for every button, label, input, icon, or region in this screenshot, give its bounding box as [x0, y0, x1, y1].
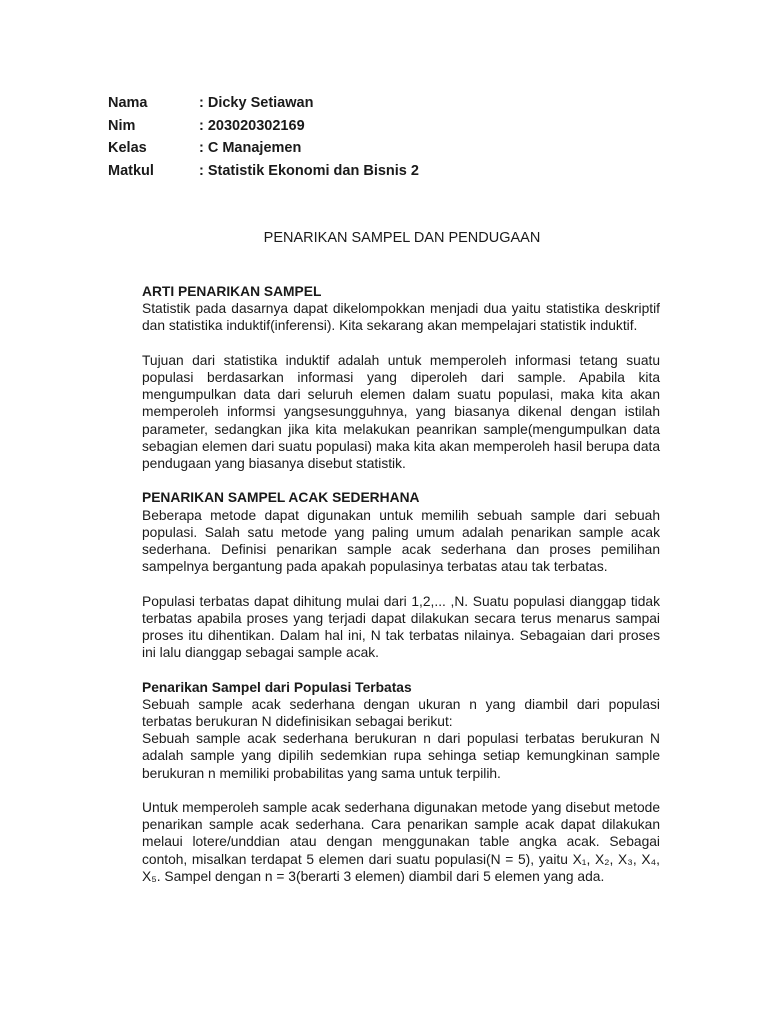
info-value: : 203020302169	[199, 117, 305, 134]
info-label: Nim	[108, 117, 136, 134]
info-row-matkul	[108, 160, 419, 183]
info-value: : Statistik Ekonomi dan Bisnis 2	[199, 162, 419, 179]
paragraph: Sebuah sample acak sederhana berukuran n dari populasi terbatas berukuran N adalah sample yang dipilih sedemkian rupa sehinga setiap kemungkinan sample berukuran n memiliki probabilitas yang sama untuk terpilih.	[142, 731, 660, 781]
section-heading: ARTI PENARIKAN SAMPEL	[142, 284, 322, 299]
paragraph: Tujuan dari statistika induktif adalah untuk memperoleh informasi tetang suatu populasi berdasarkan informasi yang diperoleh dari sample. Apabila kita mengumpulkan data dari seluruh elemen dalam suatu populasi, maka kita akan memperoleh informsi yangsesungguhnya, yang biasanya dikenal dengan istilah parameter, sedangkan jika kita melakukan peanrikan sample(mengumpulkan data sebagian elemen dari suatu populasi) maka kita akan memperoleh hasil berupa data pendugaan yang biasanya disebut statistik.	[142, 352, 660, 472]
subsection-heading: Penarikan Sampel dari Populasi Terbatas	[142, 679, 412, 695]
document-body	[142, 283, 660, 885]
info-row-nama	[108, 92, 419, 115]
paragraph: Beberapa metode dapat digunakan untuk memilih sebuah sample dari sebuah populasi. Salah satu metode yang paling umum adalah penarikan sample acak sederhana. Definisi penarikan sample acak sederhana dan proses pemilihan sampelnya bergantung pada apakah populasinya terbatas atau tak terbatas.	[142, 507, 660, 575]
info-row-kelas	[108, 137, 419, 160]
document-title: PENARIKAN SAMPEL DAN PENDUGAAN	[263, 230, 541, 246]
info-label: Kelas	[108, 140, 147, 156]
student-info	[108, 92, 419, 182]
paragraph: Statistik pada dasarnya dapat dikelompokkan menjadi dua yaitu statistika deskriptif dan statistika induktif(inferensi). Kita sekarang akan mempelajari statistik induktif.	[142, 301, 660, 334]
paragraph: Untuk memperoleh sample acak sederhana digunakan metode yang disebut metode penarikan sample acak sederhana. Cara penarikan sample acak dapat dilakukan melaui lotere/unddian atau dengan menggunakan table angka acak. Sebagai contoh, misalkan terdapat 5 elemen dari suatu populasi(N = 5), yaitu X₁, X₂, X₃, X₄, X₅. Sampel dengan n = 3(berarti 3 elemen) diambil dari 5 elemen yang ada.	[142, 800, 660, 884]
info-label: Matkul	[108, 162, 154, 179]
paragraph: Populasi terbatas dapat dihitung mulai dari 1,2,... ,N. Suatu populasi dianggap tidak terbatas apabila proses yang terjadi dapat dilakukan secara terus menarus sampai proses itu dihentikan. Dalam hal ini, N tak terbatas nilainya. Sebagaian dari proses ini lalu dianggap sebagai sample acak.	[142, 593, 660, 661]
section-heading: PENARIKAN SAMPEL ACAK SEDERHANA	[142, 490, 420, 506]
info-row-nim	[108, 115, 419, 138]
info-label: Nama	[108, 95, 148, 111]
paragraph: Sebuah sample acak sederhana dengan ukuran n yang diambil dari populasi terbatas berukuran N didefinisikan sebagai berikut:	[142, 696, 660, 730]
info-value: : Dicky Setiawan	[199, 95, 314, 111]
info-value: : C Manajemen	[199, 140, 302, 156]
